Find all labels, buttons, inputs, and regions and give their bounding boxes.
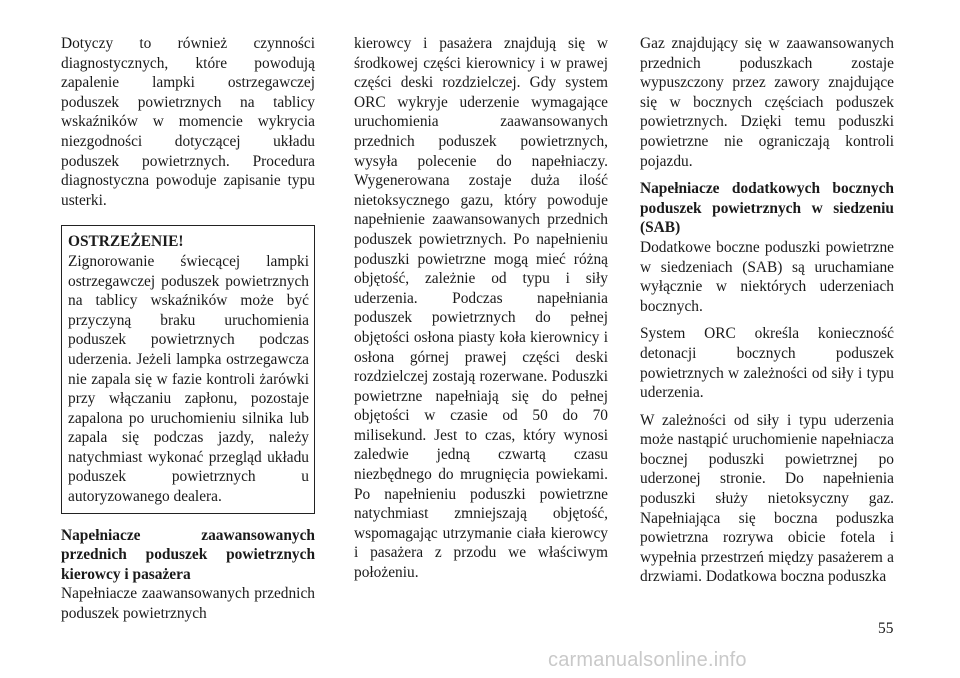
sab-intro-paragraph: Dodatkowe boczne poduszki powietrzne w siedzeniach (SAB) są uruchamiane wyłącznie w niektórych uderzeniach bocznych.: [640, 238, 894, 315]
front-inflators-paragraph: Napełniacze zaawansowanych przednich poduszek powietrznych: [61, 585, 315, 623]
front-inflators-continued-paragraph: kierowcy i pasażera znajdują się w środkowej części kierownicy i w prawej części deski rozdzielczej. Gdy system ORC wykryje uderzenie wymagające uruchomienia zaawansowanych przednich poduszek powietrznych, wysyła polecenie do napełniaczy. Wygenerowana zostaje duża ilość nietoksycznego gazu, który powoduje napełnienie zaawansowanych przednich poduszek powietrznych. Po napełnieniu poduszki powietrzne mogą mieć różną objętość, zależnie od typu i siły uderzenia. Podczas napełniania poduszek powietrznych do pełnej objętości osłona piasty koła kierownicy i osłona górnej prawej części deski rozdzielczej zostają rozerwane. Poduszki powietrzne napełniają się do pełnej objętości w czasie od 50 do 70 milisekund. Jest to czas, który wynosi zaledwie jedną czwartą czasu niezbędnego do mrugnięcia powiekami. Po napełnieniu poduszki powietrzne natychmiast zmniejszają objętość, wspomagając utrzymanie ciała kierowcy i pasażera z przodu we właściwym położeniu.: [354, 35, 608, 582]
right-column: [640, 34, 894, 587]
warning-text: Zignorowanie świecącej lampki ostrzegawczej poduszek powietrznych na tablicy wskaźników może być przyczyną braku uruchomienia poduszek powietrznych podczas uderzenia. Jeżeli lampka ostrzegawcza nie zapala się w fazie kontroli żarówki przy włączaniu zapłonu, pozostaje zapalona po uruchomieniu silnika lub zapala się podczas jazdy, należy natychmiast wykonać przegląd układu poduszek powietrznych u autoryzowanego dealera.: [68, 252, 309, 506]
middle-column: [354, 34, 608, 583]
warning-box: [61, 225, 315, 513]
section-heading-side-airbags: Napełniacze dodatkowych bocznych poduszek powietrznych w siedzeniu (SAB): [640, 180, 894, 237]
side-deploy-paragraph: W zależności od siły i typu uderzenia może nastąpić uruchomienie napełniacza bocznej poduszki powietrznej po uderzonej stronie. Do napełnienia poduszki służy nietoksyczny gaz. Napełniająca się boczna poduszka powietrzna rozrywa obicie fotela i wypełnia przestrzeń między pasażerem a drzwiami. Dodatkowa boczna poduszka: [640, 411, 894, 586]
warning-title: OSTRZEŻENIE!: [68, 233, 184, 251]
orc-paragraph: System ORC określa konieczność detonacji bocznych poduszek powietrznych w zależności od siły i typu uderzenia.: [640, 325, 894, 402]
intro-paragraph: Dotyczy to również czynności diagnostycznych, które powodują zapalenie lampki ostrzegawczej poduszek powietrznych na tablicy wskaźników w momencie wykrycia niezgodności dotyczącej układu poduszek powietrznych. Procedura diagnostyczna powoduje zapisanie typu usterki.: [61, 35, 315, 209]
left-column: [61, 34, 315, 624]
gas-vent-paragraph: Gaz znajdujący się w zaawansowanych przednich poduszkach zostaje wypuszczony przez zawory znajdujące się w bocznych częściach poduszek powietrznych. Dzięki temu poduszki powietrzne nie ograniczają kontroli pojazdu.: [640, 35, 894, 170]
watermark-text: carmanualsonline.info: [548, 649, 747, 671]
section-heading-front-inflators: Napełniacze zaawansowanych przednich poduszek powietrznych kierowcy i pasażera: [61, 526, 315, 583]
page-number: 55: [878, 620, 894, 637]
